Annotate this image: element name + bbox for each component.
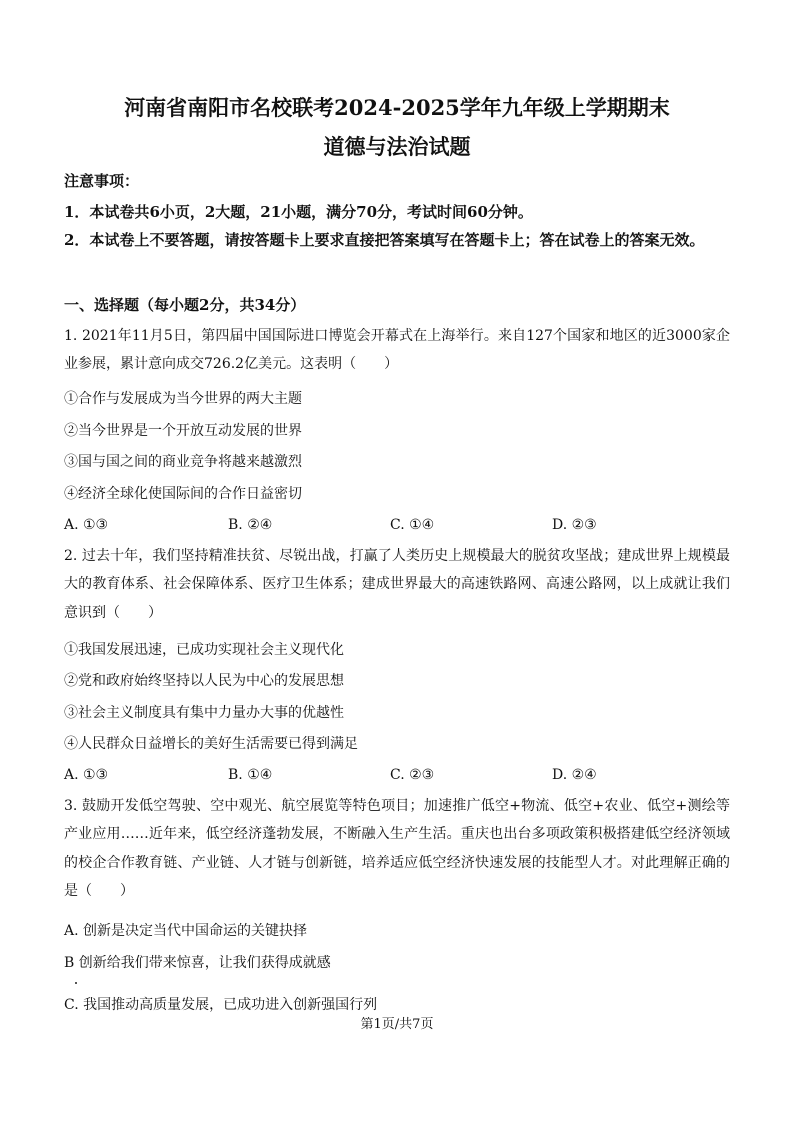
notes-heading: 注意事项： <box>64 172 140 190</box>
stray-dot-mark <box>75 982 77 984</box>
question-2-option-b: B. ①④ <box>228 767 273 783</box>
question-1-option-c: C. ①④ <box>390 517 435 533</box>
question-2-statement-2: ②党和政府始终坚持以人民为中心的发展思想 <box>64 673 344 689</box>
question-2-option-d: D. ②④ <box>552 767 597 783</box>
question-3-option-b: B 创新给我们带来惊喜，让我们获得成就感 <box>64 955 331 971</box>
question-2-statement-4: ④人民群众日益增长的美好生活需要已得到满足 <box>64 736 358 752</box>
notes-item-2: 2．本试卷上不要答题，请按答题卡上要求直接把答案填写在答题卡上；答在试卷上的答案无效。 <box>64 231 705 249</box>
question-1-option-d: D. ②③ <box>552 517 597 533</box>
question-1-statement-4: ④经济全球化使国际间的合作日益密切 <box>64 486 302 502</box>
question-2-option-a: A. ①③ <box>64 767 109 783</box>
notes-item-1: 1．本试卷共6小页，2大题，21小题，满分70分，考试时间60分钟。 <box>64 203 533 221</box>
question-3-option-a: A. 创新是决定当代中国命运的关键抉择 <box>64 923 308 939</box>
question-3-stem: 3. 鼓励开发低空驾驶、空中观光、航空展览等特色项目；加速推广低空+物流、低空+农业、低空+测绘等产业应用……近年来，低空经济蓬勃发展，不断融入生产生活。重庆也出台多项政策积极搭建低空经济领域的校企合作教育链、产业链、人才链与创新链，培养适应低空经济快速发展的技能型人才。对此理解正确的是（ ） <box>64 798 730 900</box>
question-2-statement-3: ③社会主义制度具有集中力量办大事的优越性 <box>64 705 344 721</box>
question-2-stem: 2. 过去十年，我们坚持精准扶贫、尽锐出战，打赢了人类历史上规模最大的脱贫攻坚战；建成世界上规模最大的教育体系、社会保障体系、医疗卫生体系；建成世界最大的高速铁路网、高速公路网，以上成就让我们意识到（ ） <box>64 548 730 621</box>
question-3-option-c: C. 我国推动高质量发展，已成功进入创新强国行列 <box>64 997 378 1013</box>
question-1-statement-1: ①合作与发展成为当今世界的两大主题 <box>64 391 302 407</box>
question-2-option-c: C. ②③ <box>390 767 435 783</box>
section-heading-choice: 一、选择题（每小题2分，共34分） <box>64 296 306 314</box>
page-footer: 第1页/共7页 <box>360 1017 434 1032</box>
exam-subtitle: 道德与法治试题 <box>323 134 471 159</box>
exam-title: 河南省南阳市名校联考2024-2025学年九年级上学期期末 <box>124 95 670 120</box>
question-1-stem: 1. 2021年11月5日，第四届中国国际进口博览会开幕式在上海举行。来自127个国家和地区的近3000家企业参展，累计意向成交726.2亿美元。这表明（ ） <box>64 328 730 373</box>
question-1-option-a: A. ①③ <box>64 517 109 533</box>
question-1-statement-2: ②当今世界是一个开放互动发展的世界 <box>64 423 302 439</box>
question-1-statement-3: ③国与国之间的商业竞争将越来越激烈 <box>64 454 302 470</box>
question-2-statement-1: ①我国发展迅速，已成功实现社会主义现代化 <box>64 642 344 658</box>
question-1-option-b: B. ②④ <box>228 517 273 533</box>
